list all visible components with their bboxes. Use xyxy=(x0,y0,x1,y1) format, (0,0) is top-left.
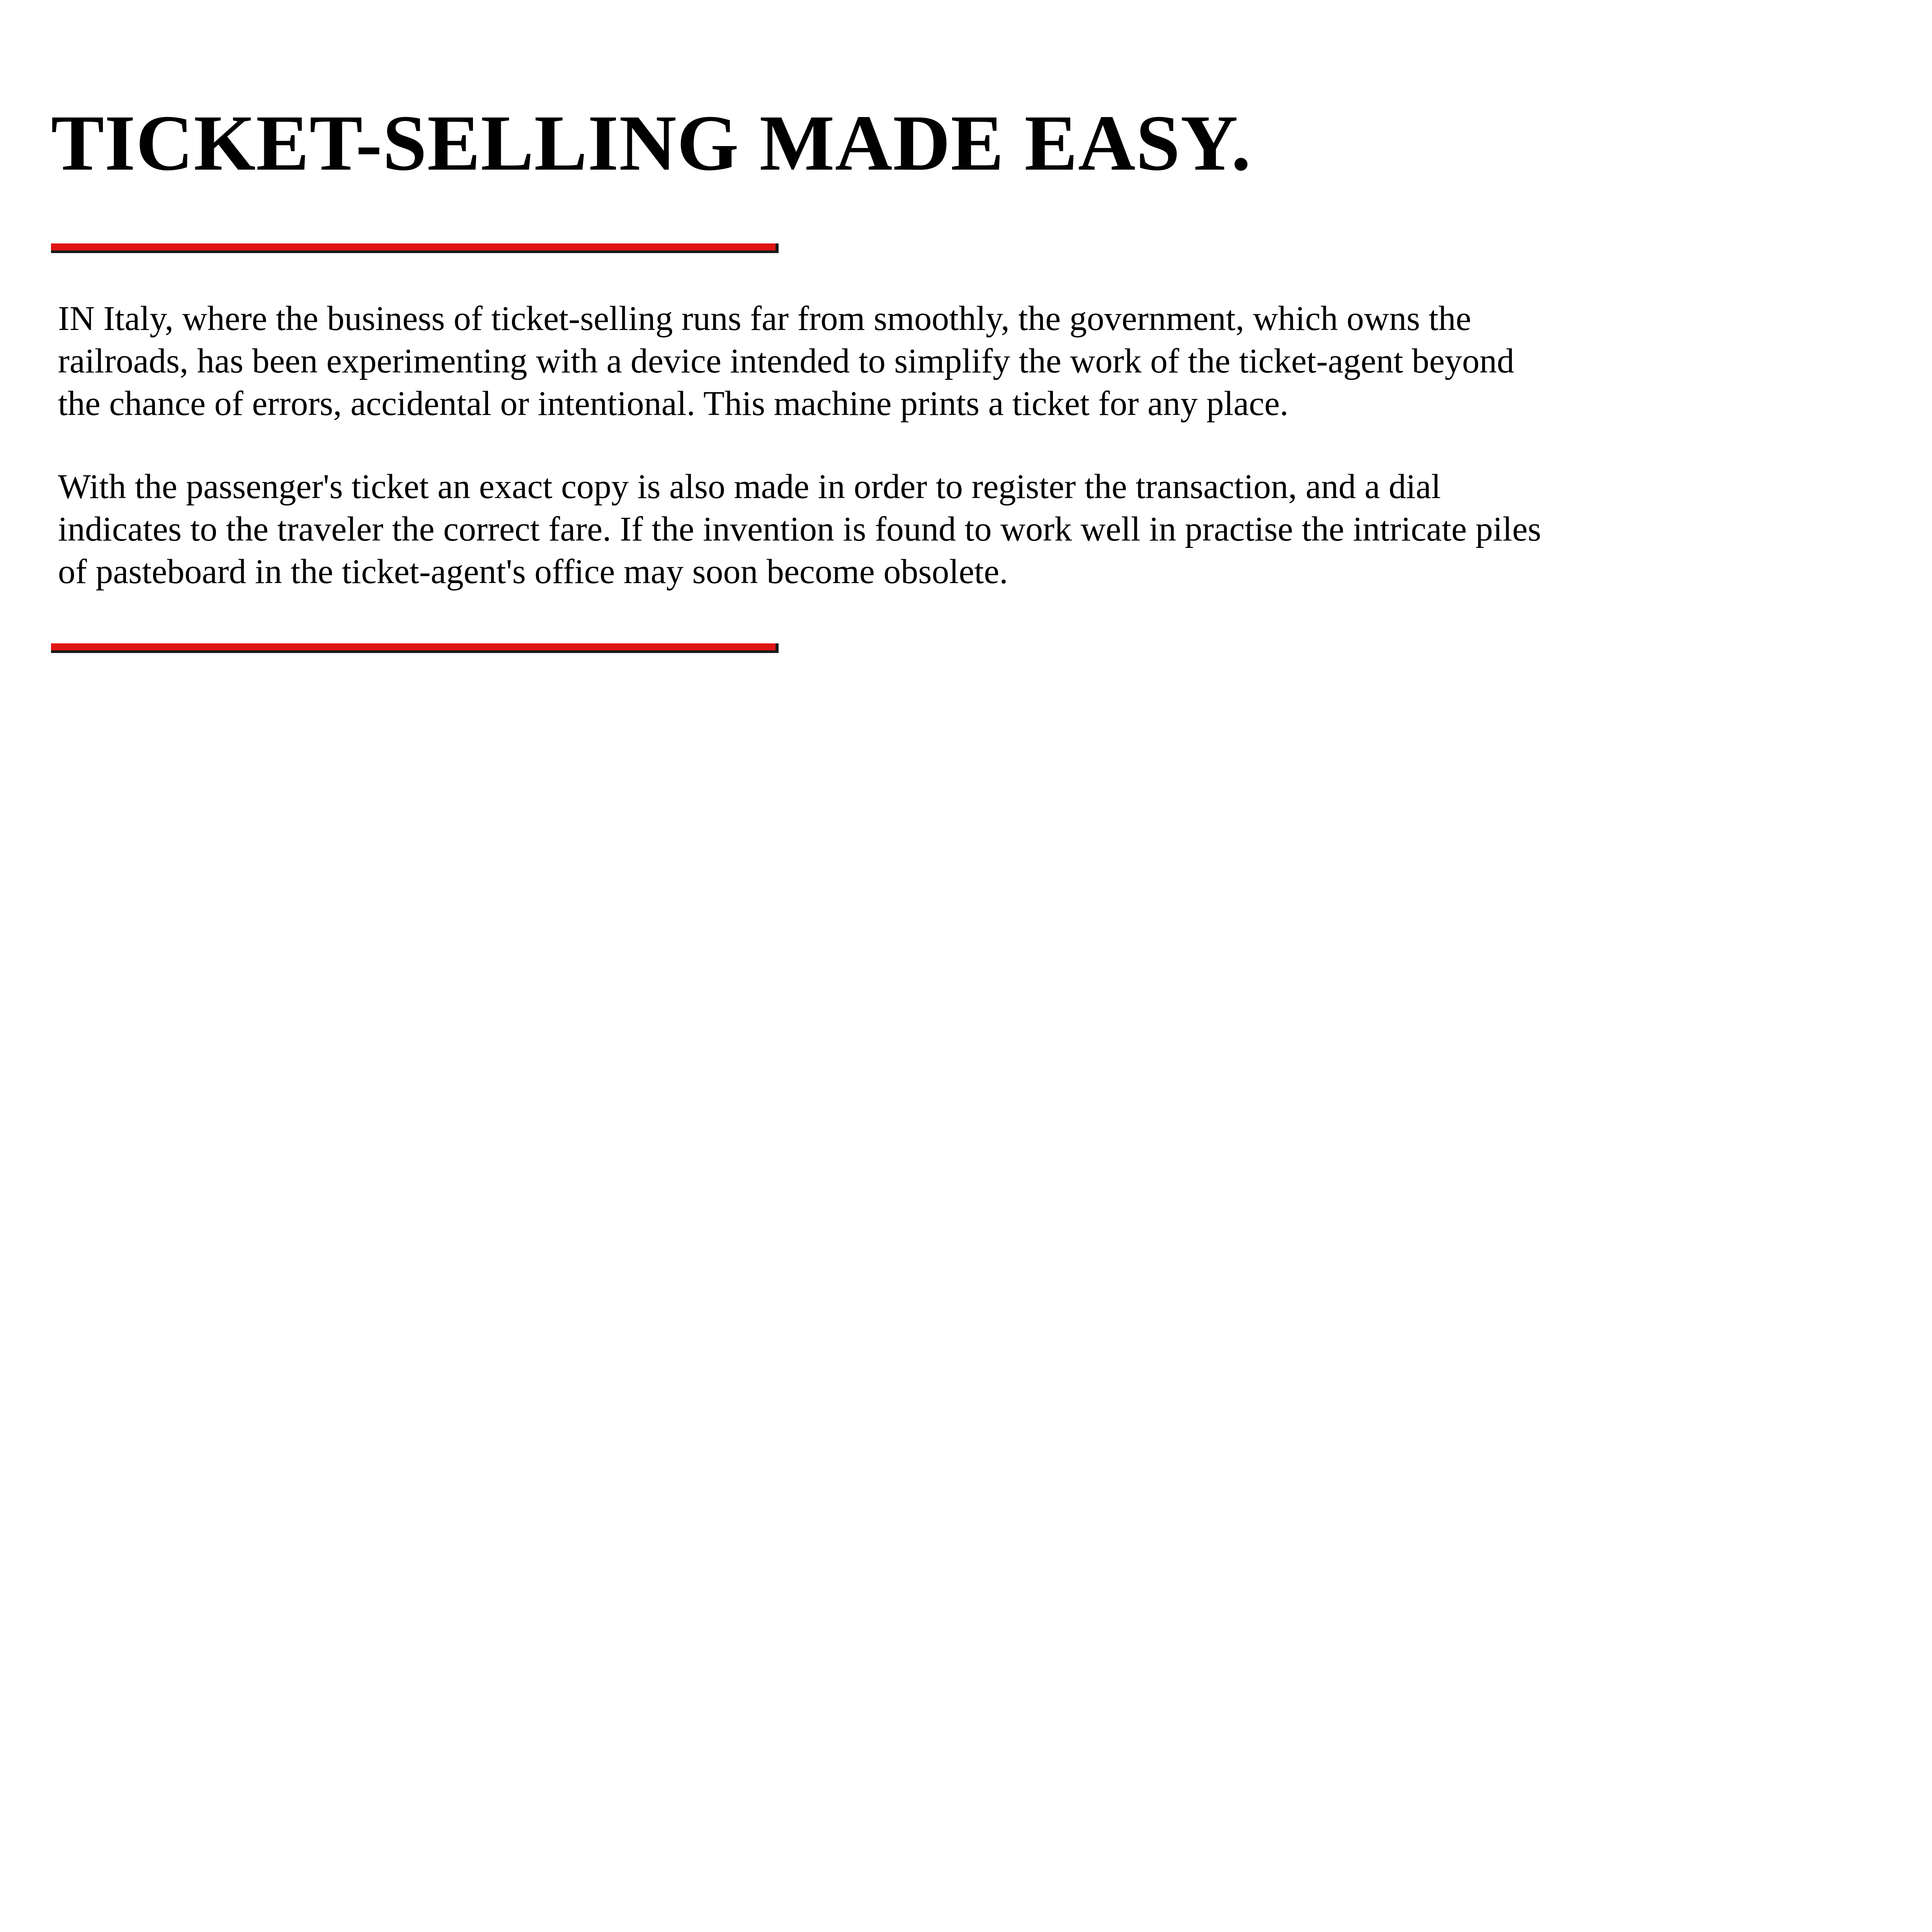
bottom-divider xyxy=(51,643,779,653)
paragraph-1: IN Italy, where the business of ticket-selling runs far from smoothly, the government, which owns the railroads, has been experimenting with a device intended to simplify the work of the ticket-agent beyond the chance of errors, accidental or intentional. This machine prints a ticket for any place. xyxy=(58,299,1514,423)
top-divider xyxy=(51,243,779,253)
paragraph-2: With the passenger's ticket an exact copy is also made in order to register the transaction, and a dial indicates to the traveler the correct fare. If the invention is found to work well in practise the intricate piles of pasteboard in the ticket-agent's office may soon become obsolete. xyxy=(58,468,1541,591)
article-title: TICKET-SELLING MADE EASY. xyxy=(51,99,1252,187)
article-body xyxy=(58,298,1758,593)
